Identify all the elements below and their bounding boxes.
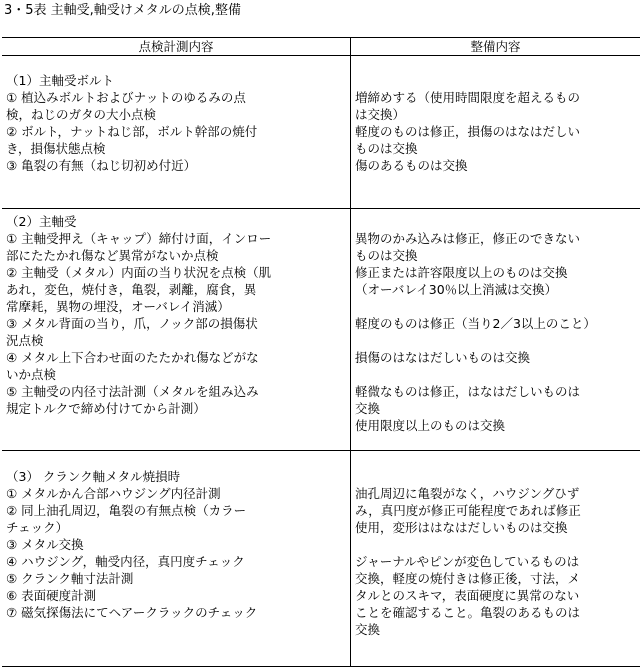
inspection-line: ⑦ 磁気探傷法にてヘアークラックのチェック — [6, 605, 258, 620]
maintenance-line: 交換，軽度の焼付きは修正後，寸法，メ — [355, 571, 581, 586]
maintenance-line: 異物のかみ込みは修正，修正のできない — [355, 231, 581, 246]
inspection-line: 規定トルクで締め付けてから計測） — [6, 401, 206, 416]
maintenance-line: ものは交換 — [355, 141, 418, 156]
inspection-line: 況点検 — [6, 333, 44, 348]
maintenance-line: 交換 — [355, 401, 381, 416]
maintenance-line: ジャーナルやピンが変色しているものは — [355, 554, 580, 569]
section-2-inspection — [6, 213, 346, 434]
inspection-line: 部にたたかれ傷など異常がないか点検 — [6, 248, 219, 263]
section-1-maintenance — [355, 72, 637, 174]
maintenance-line: み，真円度が修正可能程度であれば修正 — [355, 503, 581, 518]
maintenance-line — [355, 213, 637, 230]
maintenance-line: は交換） — [355, 107, 406, 122]
section-1-inspection — [6, 72, 346, 174]
inspection-line: あれ，変色，焼付き，亀裂，剥離，腐食，異 — [6, 282, 257, 297]
maintenance-line: 油孔周辺に亀裂がなく，ハウジングひず — [355, 486, 580, 501]
column-divider — [350, 38, 351, 666]
maintenance-line: 交換 — [355, 622, 381, 637]
maintenance-line — [355, 298, 637, 315]
inspection-line: チェック） — [6, 520, 69, 535]
inspection-line: ② 主軸受（メタル）内面の当り状況を点検（肌 — [6, 265, 272, 280]
inspection-line: いか点検 — [6, 367, 57, 382]
inspection-table — [2, 37, 640, 667]
section-divider-2 — [2, 450, 640, 451]
maintenance-line — [355, 536, 637, 553]
maintenance-line: タルとのスキマ，表面硬度に異常のない — [355, 588, 580, 603]
maintenance-line: 傷のあるものは交換 — [355, 158, 468, 173]
section-1-title: （1）主軸受ボルト — [6, 73, 114, 88]
inspection-line: ⑥ 表面硬度計測 — [6, 588, 97, 603]
maintenance-line: 使用，変形ははなはだしいものは交換 — [355, 520, 568, 535]
maintenance-line: 修正または許容限度以上のものは交換 — [355, 265, 568, 280]
inspection-line — [6, 417, 346, 434]
maintenance-line: 軽微なものは修正，はなはだしいものは — [355, 384, 581, 399]
inspection-line: ③ メタル交換 — [6, 537, 84, 552]
inspection-line: ⑤ 主軸受の内径寸法計測（メタルを組み込み — [6, 384, 259, 399]
table-caption: 3・5表 主軸受,軸受けメタルの点検,整備 — [4, 3, 241, 18]
inspection-line: ② 同上油孔周辺，亀裂の有無点検（カラー — [6, 503, 247, 518]
maintenance-line — [355, 468, 637, 485]
inspection-line: 検，ねじのガタの大小点検 — [6, 107, 157, 122]
maintenance-line: 軽度のものは修正，損傷のはなはだしい — [355, 124, 581, 139]
section-3-maintenance — [355, 468, 637, 638]
maintenance-line: ものは交換 — [355, 248, 418, 263]
maintenance-line: ことを確認すること。亀裂のあるものは — [355, 605, 581, 620]
maintenance-line: （オーバレイ30％以上消滅は交換） — [355, 282, 558, 297]
inspection-line: ① 植込みボルトおよびナットのゆるみの点 — [6, 90, 246, 105]
inspection-line — [6, 621, 346, 638]
maintenance-line: 軽度のものは修正（当り2／3以上のこと） — [355, 316, 596, 331]
maintenance-line — [355, 332, 637, 349]
maintenance-line: 損傷のはなはだしいものは交換 — [355, 350, 531, 365]
maintenance-line — [355, 72, 637, 89]
section-2-title: （2）主軸受 — [6, 214, 77, 229]
section-3-title: （3） クランク軸メタル焼損時 — [6, 469, 181, 484]
header-divider — [2, 55, 640, 56]
maintenance-line: 増締めする（使用時間限度を超えるもの — [355, 90, 581, 105]
section-divider-1 — [2, 208, 640, 209]
maintenance-line: 使用限度以上のものは交換 — [355, 418, 506, 433]
inspection-line: ③ メタル背面の当り，爪，ノック部の損傷状 — [6, 316, 258, 331]
inspection-line: ④ メタル上下合わせ面のたたかれ傷などがな — [6, 350, 259, 365]
inspection-line: ① 主軸受押え（キャップ）締付け面，インロー — [6, 231, 272, 246]
section-3-inspection — [6, 468, 346, 638]
header-maintenance: 整備内容 — [470, 39, 521, 54]
inspection-line: ④ ハウジング，軸受内径，真円度チェック — [6, 554, 245, 569]
inspection-line: ⑤ クランク軸寸法計測 — [6, 571, 134, 586]
inspection-line: 常摩耗，異物の埋没，オーバレイ消滅） — [6, 299, 230, 314]
inspection-line: ③ 亀裂の有無（ねじ切初め付近） — [6, 158, 197, 173]
maintenance-line — [355, 366, 637, 383]
inspection-line: ② ボルト，ナットねじ部，ボルト幹部の焼付 — [6, 124, 258, 139]
inspection-line: ① メタルかん合部ハウジング内径計測 — [6, 486, 221, 501]
inspection-line: き，損傷状態点検 — [6, 141, 106, 156]
section-2-maintenance — [355, 213, 637, 434]
header-inspection: 点検計測内容 — [138, 39, 214, 54]
